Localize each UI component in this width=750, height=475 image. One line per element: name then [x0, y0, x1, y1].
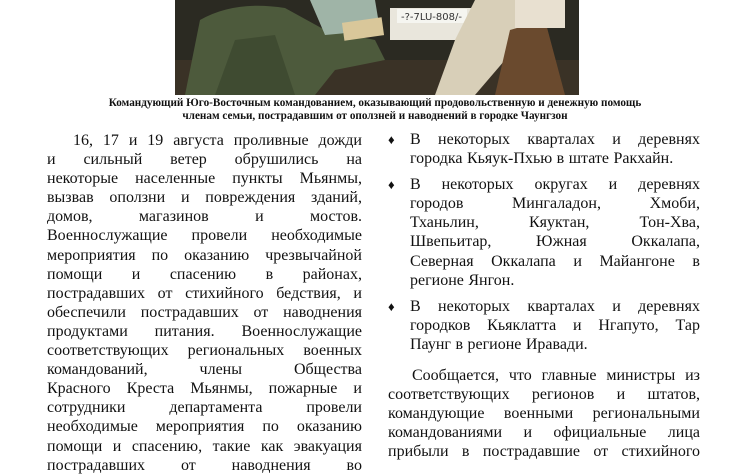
caption-line: Командующий Юго-Восточным командованием, оказывающий продовольственную и денежную помощь — [108, 97, 642, 109]
text-line: командованиями и официальные лица — [388, 424, 700, 442]
text-line: необходимые мероприятия по оказанию — [47, 418, 362, 436]
text-line: В некоторых кварталах и деревнях — [410, 131, 700, 148]
bullet-icon: ♦ — [388, 298, 395, 314]
text-line: регионе Янгон. — [410, 271, 515, 289]
text-line: Паунг в регионе Иравади. — [410, 335, 588, 353]
text-line: городов Мингаладон, Хмоби, — [410, 195, 700, 213]
text-line: мероприятия по оказанию чрезвычайной — [47, 246, 362, 264]
bullet-item — [388, 130, 700, 168]
photo-illustration — [175, 0, 579, 95]
text-line: Тханьлин, Кяуктан, Тон-Хва, — [410, 214, 700, 232]
text-line: Военнослужащие провели необходимые — [47, 227, 362, 245]
text-line: В некоторых кварталах и деревнях — [410, 297, 700, 315]
article-left-column — [47, 131, 362, 475]
text-line: городков Кьяклатта и Нгапуто, Тар — [410, 316, 700, 334]
text-line: домов, магазинов и мостов. — [47, 208, 362, 226]
text-line: Красного Креста Мьянмы, пожарные и — [47, 380, 362, 398]
text-line: и сильный ветер обрушились на — [47, 151, 362, 169]
text-line: обеспечили пострадавших от наводнения — [47, 303, 362, 321]
text-line: пострадавших от стихийного бедствия, и — [47, 284, 362, 302]
article-paragraph — [388, 366, 700, 461]
text-line: вызвав оползни и повреждения зданий, — [47, 189, 362, 207]
text-line: городка Кьяук-Пхью в штате Ракхайн. — [410, 150, 674, 168]
bullet-item — [388, 297, 700, 354]
text-line: соответствующих регионов и штатов, — [388, 386, 700, 404]
text-line: 16, 17 и 19 августа проливные дожди — [73, 132, 362, 149]
text-line: В некоторых округах и деревнях — [410, 176, 700, 194]
text-line: Швепьитар, Южная Оккалапа, — [410, 233, 700, 251]
text-line: продуктами питания. Военнослужащие — [47, 322, 362, 340]
text-line: помощи и спасению в районах, — [47, 265, 362, 283]
caption-line: членам семьи, пострадавшим от оползней и наводнений в городке Чаунгзон — [182, 109, 568, 122]
bullet-item — [388, 175, 700, 290]
article-right-column — [388, 130, 700, 462]
text-line: пострадавших от наводнения во — [47, 456, 362, 474]
text-line: некоторые населенные пункты Мьянмы, — [47, 170, 362, 188]
text-line: Сообщается, что главные министры из — [412, 367, 700, 385]
text-line: Северная Оккалапа и Майангоне в — [410, 252, 700, 270]
text-line: прибыли в пострадавшие от стихийного — [388, 443, 700, 461]
text-line: сотрудники департамента провели — [47, 399, 362, 417]
text-line: командований, члены Общества — [47, 361, 362, 379]
bullet-icon: ♦ — [388, 132, 395, 147]
text-line: соответствующих региональных военных — [47, 342, 362, 360]
text-line: командующие военными региональными — [388, 405, 700, 423]
bullet-icon: ♦ — [388, 177, 395, 193]
photo-sign-text: -?-7LU-808/- — [401, 12, 462, 23]
text-line: помощи и спасению, такие как эвакуация — [47, 437, 362, 455]
news-photo — [175, 0, 579, 95]
photo-caption — [50, 97, 700, 122]
